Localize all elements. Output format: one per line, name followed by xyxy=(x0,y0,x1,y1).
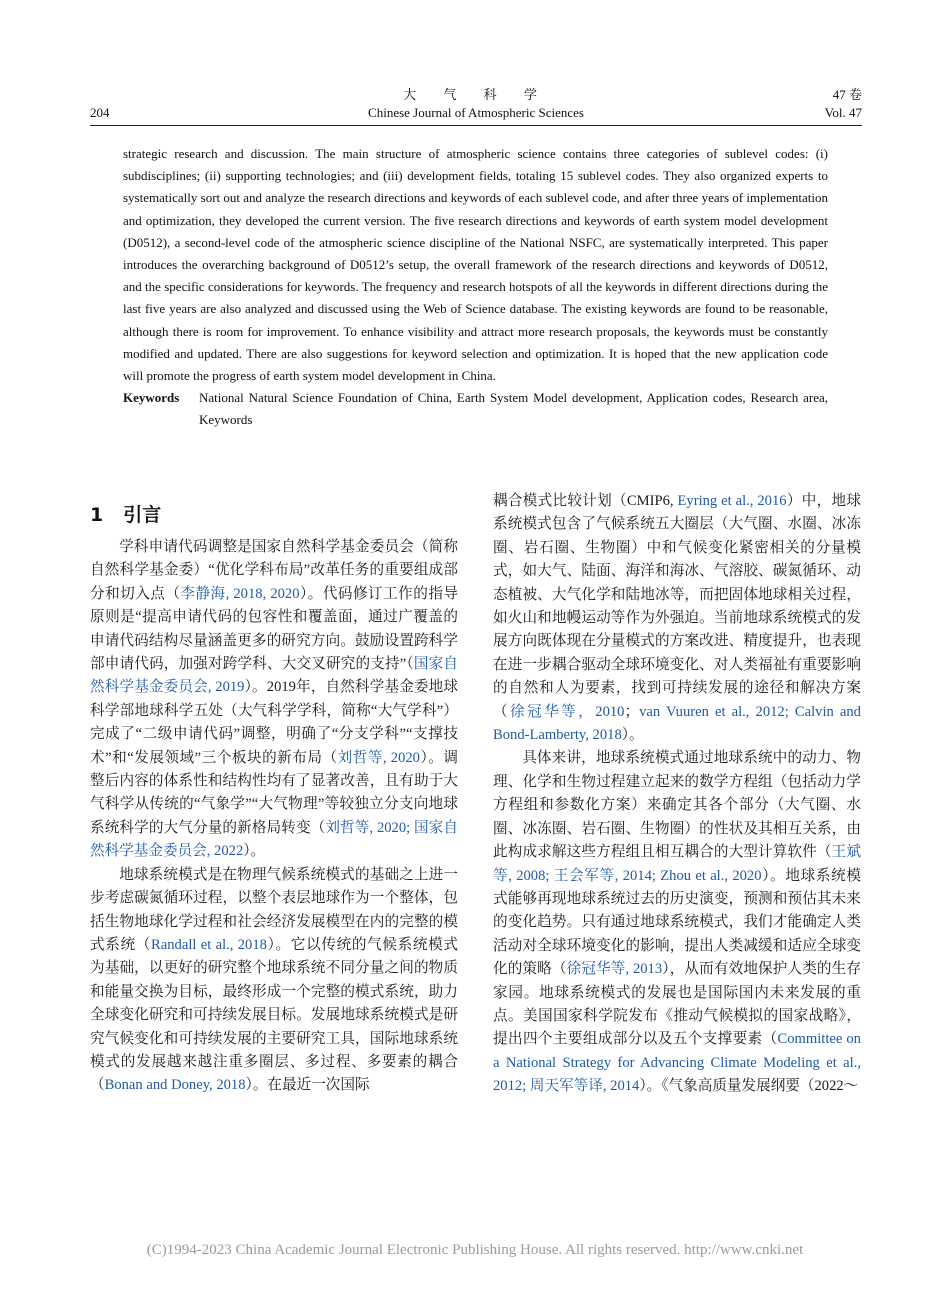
body-text: ），从而有效地保护人类的生存家园。地球系统模式的发展也是国际国内未来发展的重点。美国国家科学院发布《推动气候模拟的国家战略》，提出四个主要组成部分以及五个支撑要素（ xyxy=(493,961,861,1048)
body-text: 具体来讲，地球系统模式通过地球系统中的动力、物理、化学和生物过程建立起来的数学方程组（包括动力学方程组和参数化方案）来确定其各个部分（大气圈、水圈、冰冻圈、岩石圈、生物圈）的性状及其相互关系，由此构成求解这些方程组且相互耦合的大型计算软件（ xyxy=(493,750,861,861)
body-text: ）。 xyxy=(621,727,644,744)
citation-link[interactable]: Committee on a National Strategy for Advancing Climate Modeling et al., 2012; 周天军等译, 2014 xyxy=(493,1031,861,1095)
citation-link[interactable]: 刘哲等, 2020; 国家自然科学基金委员会, 2022 xyxy=(90,819,458,860)
left-paragraph-2 xyxy=(90,864,458,1098)
section-heading xyxy=(90,500,161,527)
abstract xyxy=(123,143,828,432)
citation-link[interactable]: 刘哲等, 2020 xyxy=(337,749,420,766)
right-column xyxy=(493,490,861,1099)
citation-link[interactable]: 王斌等, 2008; 王会军等, 2014; Zhou et al., 2020 xyxy=(493,844,861,884)
keywords-row xyxy=(123,387,828,431)
body-text: ）。代码修订工作的指导原则是“提高申请代码的包容性和覆盖面，通过广覆盖的申请代码结构尽量涵盖更多的研究方向。鼓励设置跨科学部申请代码，加强对跨学科、大交叉研究的支持”（ xyxy=(90,585,458,673)
copyright-footer: (C)1994-2023 China Academic Journal Electronic Publishing House. All rights reserved. http://www.cnki.net xyxy=(146,1242,804,1258)
right-paragraph-1 xyxy=(493,490,861,747)
citation-link[interactable]: van Vuuren et al., 2012; Calvin and Bond-Lamberty, 2018 xyxy=(493,703,861,744)
body-text: ）。地球系统模式能够再现地球系统过去的历史演变，预测和预估其未来的变化趋势。只有通过地球系统模式，我们才能确定人类活动对全球环境变化的影响，提出人类减缓和适应全球变化的策略（ xyxy=(493,867,861,978)
body-text: ）。《气象高质量发展纲要（2022～ xyxy=(639,1078,859,1095)
body-text: ）。 xyxy=(243,843,266,860)
keywords-label: Keywords xyxy=(123,390,180,406)
section-title: 引言 xyxy=(123,504,162,526)
section-number: 1 xyxy=(90,504,104,526)
header-rule xyxy=(90,125,862,126)
citation-link[interactable]: 李静海, 2018, 2020 xyxy=(180,585,300,602)
volume-en: Vol. 47 xyxy=(824,105,862,120)
body-text: ）。在最近一次国际 xyxy=(245,1077,370,1094)
citation-link[interactable]: Eyring et al., 2016 xyxy=(677,493,787,509)
body-text: 地球系统模式是在物理气候系统模式的基础之上进一步考虑碳氮循环过程，以整个表层地球作为一个整体，包括生物地球化学过程和社会经济发展模型在内的完整的模式系统（ xyxy=(90,866,458,953)
page-number: 204 xyxy=(90,105,110,120)
body-text: 耦合模式比较计划（CMIP6, xyxy=(493,493,678,509)
left-column xyxy=(90,536,458,1098)
citation-link[interactable]: Randall et al., 2018 xyxy=(151,936,267,953)
running-header-bottom xyxy=(90,105,862,125)
body-text: ）中，地球系统模式包含了气候系统五大圈层（大气圈、水圈、冰冻圈、岩石圈、生物圈）中和气候变化紧密相关的分量模式，如大气、陆面、海洋和海冰、气溶胶、碳氮循环、动态植被、大气化学和陆地冰等，而把固体地球相关过程，如火山和地幔运动等作为外强迫。当前地球系统模式的发展方向既体现在分量模式的方案改进、精度提升，也表现在进一步耦合驱动全球环境变化、对人类福祉有重要影响的自然和人为要素，找到可持续发展的途径和解决方案（ xyxy=(493,493,861,720)
right-paragraph-2 xyxy=(493,747,861,1098)
journal-title-en: Chinese Journal of Atmospheric Sciences xyxy=(368,105,584,120)
body-text: 学科申请代码调整是国家自然科学基金委员会（简称自然科学基金委）“优化学科布局”改革任务的重要组成部分和切入点（ xyxy=(90,539,458,602)
running-header-top xyxy=(90,84,862,104)
citation-link[interactable]: 国家自然科学基金委员会, 2019 xyxy=(90,656,458,696)
left-paragraph-1 xyxy=(90,536,458,864)
volume-cn: 47 卷 xyxy=(832,87,862,102)
citation-link[interactable]: Bonan and Doney, 2018 xyxy=(104,1077,246,1094)
citation-link[interactable]: 徐冠华等，2010 xyxy=(510,703,625,720)
keywords-text: National Natural Science Foundation of China, Earth System Model development, Application codes, Research area, Keywords xyxy=(199,390,828,428)
journal-title-cn: 大 气 科 学 xyxy=(403,87,549,102)
citation-link[interactable]: 徐冠华等, 2013 xyxy=(566,961,663,978)
abstract-text: strategic research and discussion. The main structure of atmospheric science contains three categories of sublevel codes: (i) subdisciplines; (ii) supporting technologies; and (iii) development fields, totaling 15 sublevel codes. They also organized experts to systematically sort out and analyze the research directions and keywords of each sublevel code, and after three years of implementation and optimization, they developed the current version. The five research directions and keywords of earth system model development (D0512), a second-level code of the atmospheric science discipline of the National NSFC, are systematically interpreted. This paper introduces the overarching background of D0512’s setup, the overall framework of the research directions and keywords of D0512, and the specific considerations for keywords. The frequency and research hotspots of all the keywords in different directions during the last five years are also analyzed and discussed using the Web of Science database. The existing keywords are found to be reasonable, although there is room for improvement. To enhance visibility and attract more research proposals, the keywords must be constantly modified and updated. There are also suggestions for keyword selection and optimization. It is hoped that the new application code will promote the progress of earth system model development in China. xyxy=(123,146,828,384)
body-text: ）。调整后内容的体系性和结构性均有了显著改善，且有助于大气科学从传统的“气象学”“大气物理”等较独立分支向地球系统科学的大气分量的新格局转变（ xyxy=(90,749,458,836)
body-text: ； xyxy=(624,703,640,720)
body-text: ）。2019年，自然科学基金委地球科学部地球科学五处（大气科学学科，简称“大气学科”）完成了“二级申请代码”调整，明确了“分支学科”“支撑技术”和“发展领域”三个板块的新布局（ xyxy=(90,679,458,766)
body-text: ）。它以传统的气候系统模式为基础，以更好的研究整个地球系统不同分量之间的物质和能量交换为目标，最终形成一个完整的模式系统，助力全球变化研究和可持续发展目标。发展地球系统模式是研究气候变化和可持续发展的主要研究工具，国际地球系统模式的发展越来越注重多圈层、多过程、多要素的耦合（ xyxy=(90,936,459,1094)
